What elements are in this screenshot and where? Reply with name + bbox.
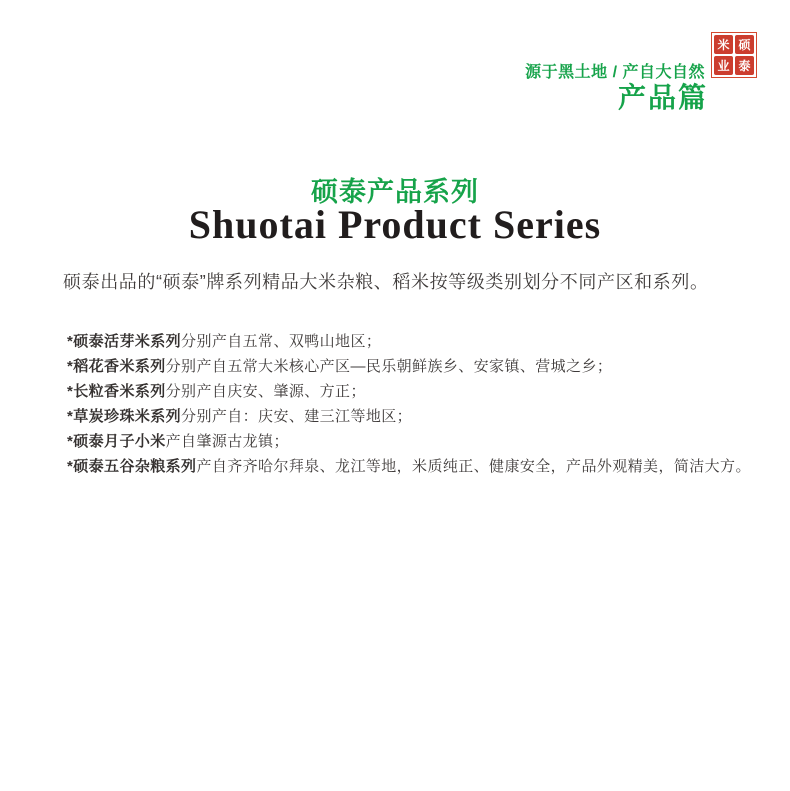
product-name: *长粒香米系列 bbox=[67, 383, 166, 400]
product-name: *硕泰五谷杂粮系列 bbox=[67, 458, 197, 475]
product-item bbox=[67, 379, 760, 404]
product-desc: 分别产自五常、双鸭山地区； bbox=[181, 333, 382, 350]
seal-char: 业 bbox=[714, 56, 733, 75]
product-name: *草炭珍珠米系列 bbox=[67, 408, 182, 425]
product-name: *硕泰月子小米 bbox=[67, 433, 166, 450]
product-desc: 产自齐齐哈尔拜泉、龙江等地，米质纯正、健康安全，产品外观精美，简洁大方。 bbox=[196, 458, 751, 475]
product-name: *稻花香米系列 bbox=[67, 358, 166, 375]
page-title-en: Shuotai Product Series bbox=[188, 202, 602, 247]
brand-tagline: 源于黑土地 / 产自大自然 bbox=[525, 64, 705, 81]
product-item bbox=[67, 429, 760, 454]
product-desc: 分别产自：庆安、建三江等地区； bbox=[181, 408, 413, 425]
page-title-cn: 硕泰产品系列 bbox=[311, 177, 479, 207]
product-name: *硕泰活芽米系列 bbox=[67, 333, 182, 350]
seal-char: 硕 bbox=[735, 35, 754, 54]
intro-paragraph: 硕泰出品的“硕泰”牌系列精品大米杂粮、稻米按等级类别划分不同产区和系列。 bbox=[63, 272, 709, 292]
seal-char: 泰 bbox=[735, 56, 754, 75]
product-item bbox=[67, 404, 760, 429]
product-item bbox=[67, 329, 760, 354]
product-item bbox=[67, 354, 760, 379]
product-desc: 分别产自庆安、肇源、方正； bbox=[165, 383, 366, 400]
product-desc: 产自肇源古龙镇； bbox=[165, 433, 289, 450]
product-desc: 分别产自五常大米核心产区—民乐朝鲜族乡、安家镇、营城之乡； bbox=[165, 358, 613, 375]
seal-char: 米 bbox=[714, 35, 733, 54]
section-label: 产品篇 bbox=[617, 82, 708, 113]
shuotai-seal-logo bbox=[711, 32, 757, 78]
product-list bbox=[67, 329, 760, 479]
product-item bbox=[67, 454, 760, 479]
